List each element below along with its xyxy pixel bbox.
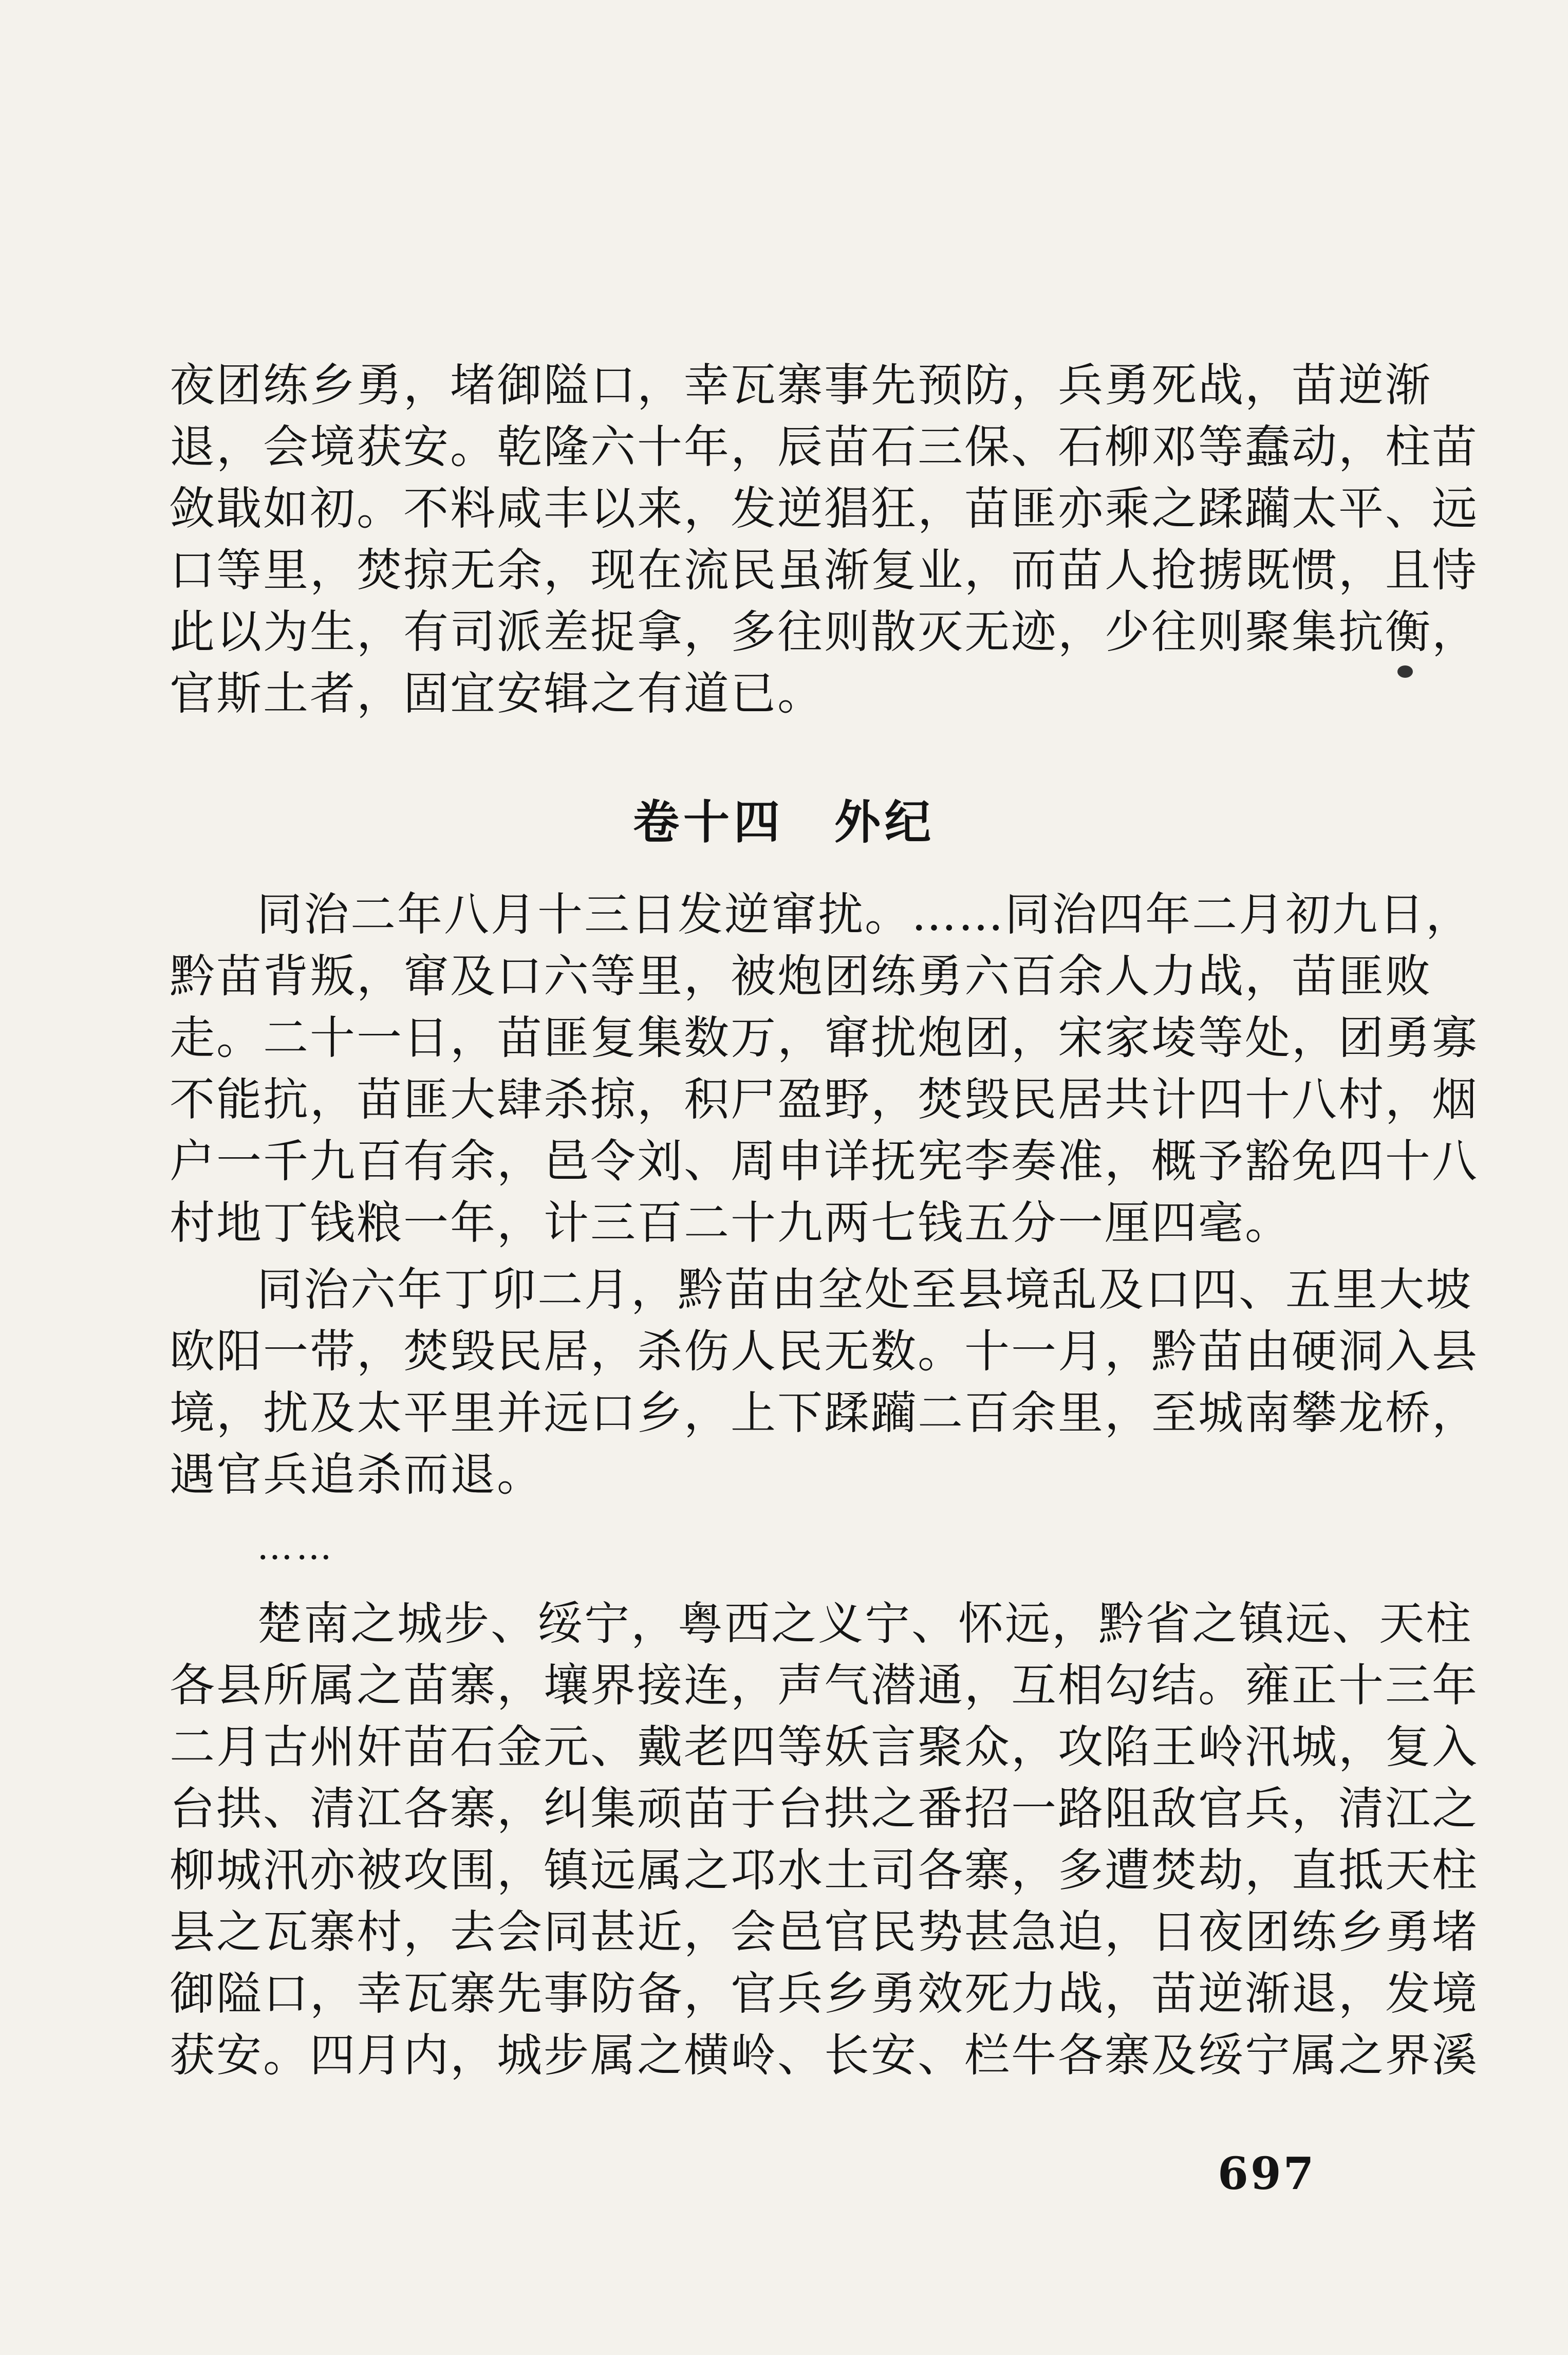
- ellipsis-separator: ……: [257, 1526, 335, 1568]
- text-line: 黔苗背叛，窜及口六等里，被炮团练勇六百余人力战，苗匪败: [170, 950, 1432, 1003]
- text-line: 退，会境获安。乾隆六十年，辰苗石三保、石柳邓等蠢动，柱苗: [170, 420, 1479, 473]
- text-line: 官斯土者，固宜安辑之有道已。: [170, 667, 825, 720]
- text-line: 户一千九百有余，邑令刘、周申详抚宪李奏准，概予豁免四十八: [170, 1135, 1479, 1188]
- text-line: 楚南之城步、绥宁，粤西之义宁、怀远，黔省之镇远、天柱: [257, 1597, 1473, 1650]
- section-heading: 卷十四 外纪: [633, 795, 935, 849]
- text-line: 境，扰及太平里并远口乡，上下蹂躏二百余里，至城南攀龙桥，: [170, 1386, 1479, 1439]
- text-line: 台拱、清江各寨，纠集顽苗于台拱之番招一路阻敌官兵，清江之: [170, 1782, 1479, 1835]
- text-line: 御隘口，幸瓦寨先事防备，官兵乡勇效死力战，苗逆渐退，发境: [170, 1967, 1479, 2020]
- text-line: 欧阳一带，焚毁民居，杀伤人民无数。十一月，黔苗由硬洞入县: [170, 1325, 1479, 1378]
- text-line: 村地丁钱粮一年，计三百二十九两七钱五分一厘四毫。: [170, 1196, 1292, 1249]
- scan-speck: [1397, 665, 1413, 678]
- text-line: 同治六年丁卯二月，黔苗由坌处至县境乱及口四、五里大坡: [257, 1263, 1473, 1316]
- text-line: 县之瓦寨村，去会同甚近，会邑官民势甚急迫，日夜团练乡勇堵: [170, 1905, 1479, 1958]
- text-line: 口等里，焚掠无余，现在流民虽渐复业，而苗人抢掳既惯，且恃: [170, 544, 1479, 597]
- text-line: 柳城汛亦被攻围，镇远属之邛水土司各寨，多遭焚劫，直抵天柱: [170, 1844, 1479, 1897]
- text-line: 此以为生，有司派差捉拿，多往则散灭无迹，少往则聚集抗衡，: [170, 605, 1479, 658]
- text-line: 不能抗，苗匪大肆杀掠，积尸盈野，焚毁民居共计四十八村，烟: [170, 1073, 1479, 1126]
- text-line: 同治二年八月十三日发逆窜扰。……同治四年二月初九日，: [257, 888, 1473, 941]
- text-line: 夜团练乡勇，堵御隘口，幸瓦寨事先预防，兵勇死战，苗逆渐: [170, 359, 1432, 412]
- page-number: 697: [1218, 2148, 1316, 2200]
- text-line: 敛戢如初。不料咸丰以来，发逆猖狂，苗匪亦乘之蹂躏太平、远: [170, 482, 1479, 535]
- text-line: 走。二十一日，苗匪复集数万，窜扰炮团，宋家堎等处，团勇寡: [170, 1011, 1479, 1064]
- text-line: 各县所属之苗寨，壤界接连，声气潜通，互相勾结。雍正十三年: [170, 1659, 1479, 1712]
- text-line: 遇官兵追杀而退。: [170, 1448, 544, 1501]
- text-line: 二月古州奸苗石金元、戴老四等妖言聚众，攻陷王岭汛城，复入: [170, 1720, 1479, 1773]
- text-line: 获安。四月内，城步属之横岭、长安、栏牛各寨及绥宁属之界溪: [170, 2029, 1479, 2082]
